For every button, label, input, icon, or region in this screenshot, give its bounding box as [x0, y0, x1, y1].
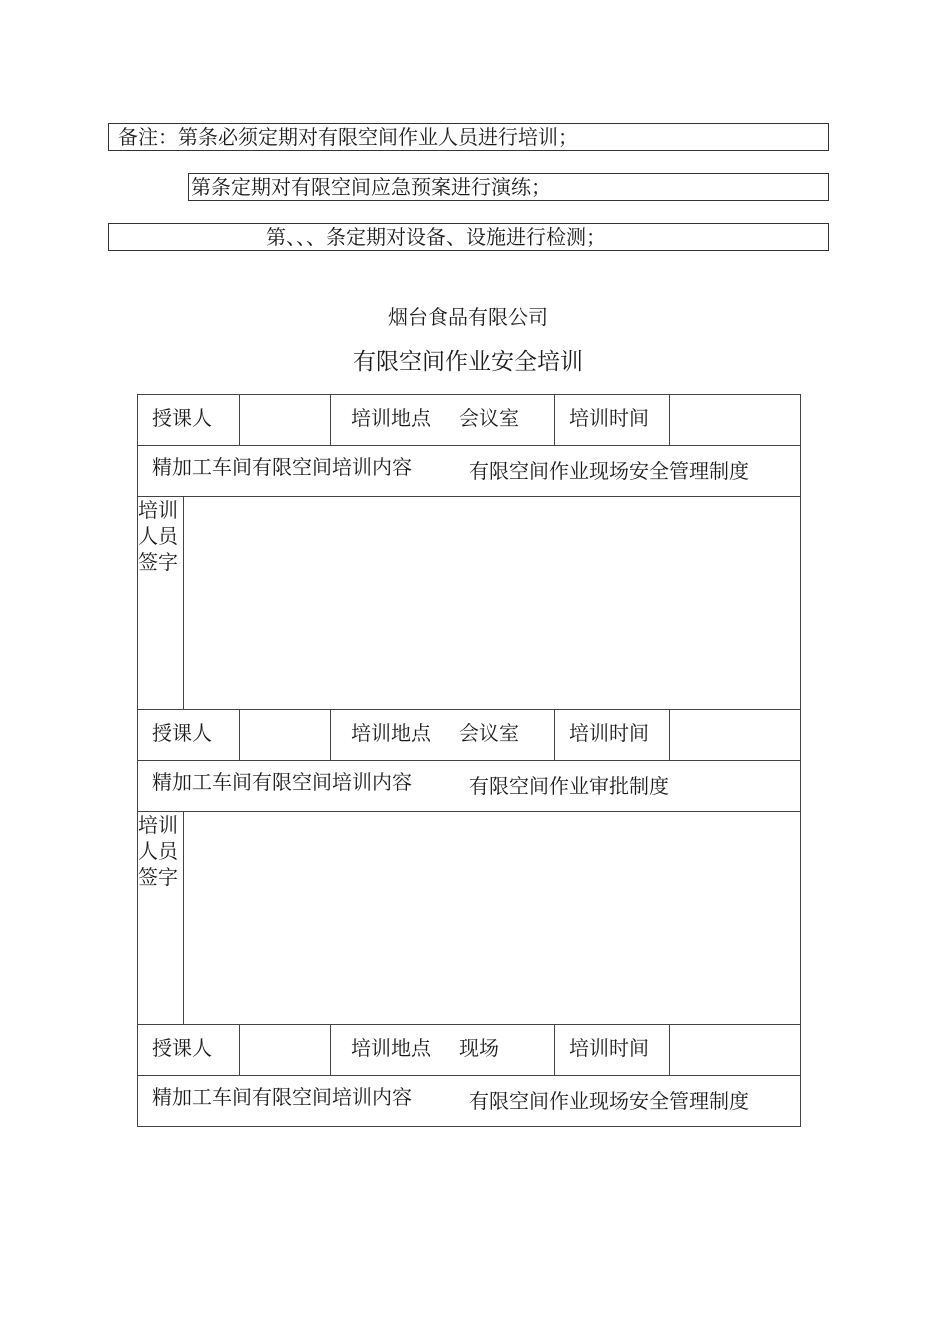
place-cell: [331, 710, 555, 761]
session-1-signature-row: [138, 497, 801, 710]
instructor-label: 授课人: [152, 721, 212, 745]
place-cell: [331, 1025, 555, 1076]
content-label: 精加工车间有限空间培训内容: [152, 1085, 412, 1109]
time-label: 培训时间: [569, 1036, 649, 1060]
place-label: 培训地点: [351, 1036, 431, 1060]
instructor-label-cell: [138, 710, 240, 761]
instructor-value-cell[interactable]: [240, 395, 331, 446]
content-value: 有限空间作业现场安全管理制度: [469, 1089, 749, 1113]
document-title: 有限空间作业安全培训: [353, 349, 583, 375]
session-1-content-row: [138, 446, 801, 497]
session-3-header-row: [138, 1025, 801, 1076]
time-label-cell: [555, 710, 670, 761]
signature-label: 培训人员签字: [138, 497, 184, 710]
time-value-cell[interactable]: [670, 1025, 801, 1076]
instructor-value-cell[interactable]: [240, 1025, 331, 1076]
content-cell: [138, 761, 801, 812]
content-value: 有限空间作业审批制度: [469, 774, 669, 798]
instructor-value-cell[interactable]: [240, 710, 331, 761]
content-cell: [138, 446, 801, 497]
place-label: 培训地点: [351, 406, 431, 430]
signature-area[interactable]: [184, 812, 801, 1025]
instructor-label: 授课人: [152, 1036, 212, 1060]
time-label-cell: [555, 1025, 670, 1076]
place-cell: [331, 395, 555, 446]
place-label: 培训地点: [351, 721, 431, 745]
time-label: 培训时间: [569, 721, 649, 745]
place-value: 现场: [459, 1036, 499, 1060]
training-table: [137, 394, 801, 1127]
session-2-header-row: [138, 710, 801, 761]
instructor-label: 授课人: [152, 406, 212, 430]
time-label-cell: [555, 395, 670, 446]
place-value: 会议室: [459, 721, 519, 745]
session-2-content-row: [138, 761, 801, 812]
content-value: 有限空间作业现场安全管理制度: [469, 459, 749, 483]
note-line-1: 备注：第条必须定期对有限空间作业人员进行培训；: [108, 123, 829, 151]
session-3-content-row: [138, 1076, 801, 1127]
company-name: 烟台食品有限公司: [388, 305, 548, 329]
place-value: 会议室: [459, 406, 519, 430]
content-label: 精加工车间有限空间培训内容: [152, 455, 412, 479]
time-value-cell[interactable]: [670, 710, 801, 761]
session-2-signature-row: [138, 812, 801, 1025]
session-1-header-row: [138, 395, 801, 446]
instructor-label-cell: [138, 1025, 240, 1076]
time-label: 培训时间: [569, 406, 649, 430]
content-cell: [138, 1076, 801, 1127]
note-line-3: 第、、、条定期对设备、设施进行检测；: [108, 223, 829, 251]
instructor-label-cell: [138, 395, 240, 446]
signature-label: 培训人员签字: [138, 812, 184, 1025]
time-value-cell[interactable]: [670, 395, 801, 446]
signature-area[interactable]: [184, 497, 801, 710]
content-label: 精加工车间有限空间培训内容: [152, 770, 412, 794]
note-line-2: 第条定期对有限空间应急预案进行演练；: [188, 173, 829, 201]
